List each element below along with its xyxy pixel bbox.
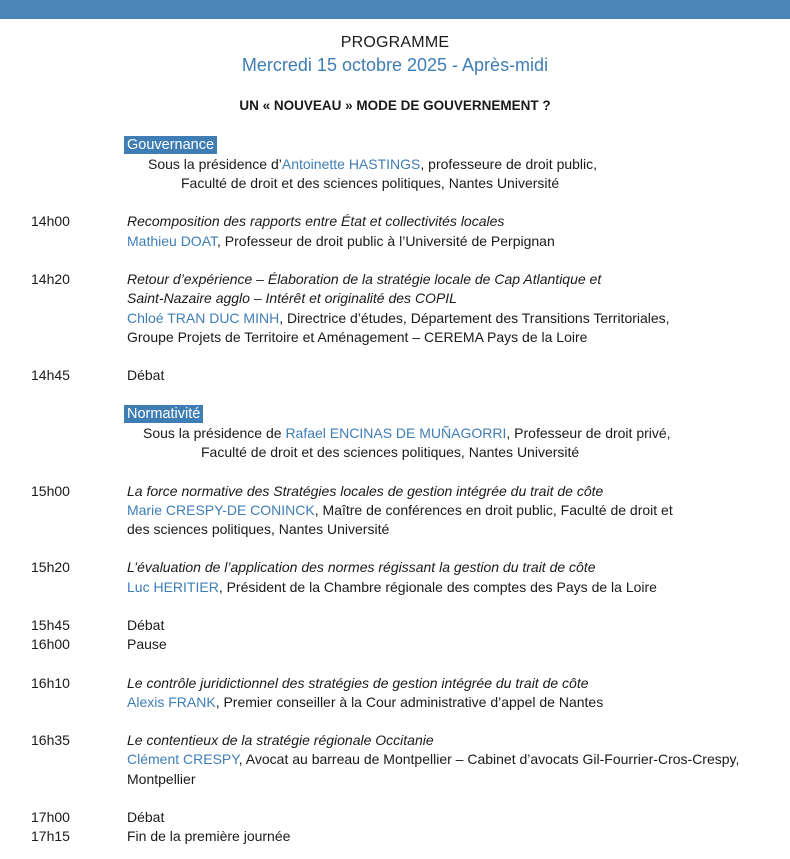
talk-speaker: Chloé TRAN DUC MINH, Directrice d’études, Département des Transitions Territoriales,	[127, 310, 670, 326]
item-time: 14h20	[31, 271, 70, 287]
talk-speaker: Clément CRESPY, Avocat au barreau de Montpellier – Cabinet d’avocats Gil-Fourrier-Cros-Crespy,	[127, 751, 740, 767]
section-header-gouvernance	[124, 136, 217, 154]
event-date: Mercredi 15 octobre 2025 - Après-midi	[241, 55, 549, 75]
session-label: Débat	[127, 809, 165, 825]
section-label: Normativité	[124, 405, 203, 423]
session-label: Pause	[127, 636, 167, 652]
talk-speaker: Alexis FRANK, Premier conseiller à la Cour administrative d’appel de Nantes	[127, 694, 604, 710]
section-chair: Sous la présidence d’Antoinette HASTINGS, professeure de droit public,	[148, 156, 598, 172]
session-label: Débat	[127, 367, 165, 383]
talk-title-line2: Saint-Nazaire agglo – Intérêt et originalité des COPIL	[127, 290, 457, 306]
item-time: 14h00	[31, 213, 70, 229]
speaker-name: Luc HERITIER	[127, 579, 219, 595]
speaker-name: Clément CRESPY	[127, 751, 239, 767]
speaker-name: Alexis FRANK	[127, 694, 216, 710]
item-time: 16h10	[31, 675, 70, 691]
item-time: 15h00	[31, 483, 70, 499]
talk-speaker: Luc HERITIER, Président de la Chambre régionale des comptes des Pays de la Loire	[127, 579, 657, 595]
item-time: 17h15	[31, 828, 70, 844]
item-time: 14h45	[31, 367, 70, 383]
speaker-name: Chloé TRAN DUC MINH	[127, 310, 280, 326]
chair-name: Antoinette HASTINGS	[281, 156, 421, 172]
talk-speaker: Marie CRESPY-DE CONINCK, Maître de conférences en droit public, Faculté de droit et	[127, 502, 673, 518]
session-label: Débat	[127, 617, 165, 633]
talk-title: Retour d’expérience – Élaboration de la stratégie locale de Cap Atlantique et	[127, 271, 602, 287]
item-time: 16h35	[31, 732, 70, 748]
section-chair-affiliation: Faculté de droit et des sciences politiques, Nantes Université	[201, 444, 580, 460]
section-chair: Sous la présidence de Rafael ENCINAS DE MUÑAGORRI, Professeur de droit privé,	[143, 425, 671, 441]
speaker-affiliation: des sciences politiques, Nantes Université	[127, 521, 390, 537]
page-title: PROGRAMME	[340, 34, 450, 51]
speaker-affiliation: Groupe Projets de Territoire et Aménagement – CEREMA Pays de la Loire	[127, 329, 588, 345]
item-time: 15h45	[31, 617, 70, 633]
chair-name: Rafael ENCINAS DE MUÑAGORRI	[285, 425, 507, 441]
session-label: Fin de la première journée	[127, 828, 291, 844]
talk-title: La force normative des Stratégies locales de gestion intégrée du trait de côte	[127, 483, 604, 499]
item-time: 16h00	[31, 636, 70, 652]
item-time: 17h00	[31, 809, 70, 825]
speaker-name: Marie CRESPY-DE CONINCK	[127, 502, 315, 518]
section-label: Gouvernance	[124, 136, 217, 154]
talk-speaker: Mathieu DOAT, Professeur de droit public à l’Université de Perpignan	[127, 233, 555, 249]
item-time: 15h20	[31, 559, 70, 575]
section-header-normativite	[124, 405, 203, 423]
speaker-affiliation: Montpellier	[127, 771, 196, 787]
talk-title: Le contentieux de la stratégie régionale Occitanie	[127, 732, 434, 748]
talk-title: Le contrôle juridictionnel des stratégies de gestion intégrée du trait de côte	[127, 675, 589, 691]
section-chair-affiliation: Faculté de droit et des sciences politiques, Nantes Université	[181, 175, 560, 191]
talk-title: L’évaluation de l’application des normes régissant la gestion du trait de côte	[127, 559, 596, 575]
speaker-name: Mathieu DOAT	[127, 233, 217, 249]
top-banner	[0, 0, 790, 19]
talk-title: Recomposition des rapports entre État et collectivités locales	[127, 213, 505, 229]
programme-subtitle: UN « NOUVEAU » MODE DE GOUVERNEMENT ?	[239, 98, 551, 113]
